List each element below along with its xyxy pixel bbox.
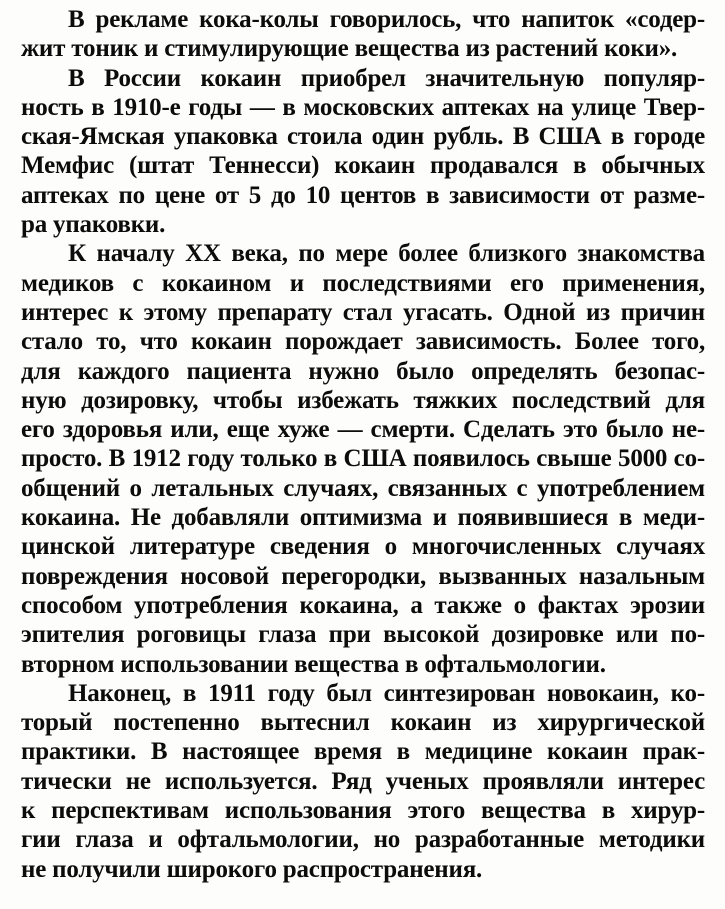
text-line: вторном использовании вещества в офтальмологии. <box>21 650 606 678</box>
text-line: не получили широкого распространения. <box>21 855 483 883</box>
text-line: ская-Ямская упаковка стоила один рубль. В США в городе <box>21 123 705 151</box>
text-line: ра упаковки. <box>21 211 166 239</box>
paragraph <box>21 5 705 64</box>
text-line: В России кокаин приобрел значительную популяр- <box>68 64 705 92</box>
text-line: торый постепенно вытеснил кокаин из хирургической <box>21 709 705 737</box>
text-line: для каждого пациента нужно было определять безопас- <box>21 357 705 385</box>
text-line: цинской литературе сведения о многочисленных случаях <box>21 533 705 561</box>
paragraph <box>21 64 705 240</box>
text-line: к перспективам использования этого вещества в хирур- <box>21 797 705 825</box>
text-line: эпителия роговицы глаза при высокой дозировке или по- <box>21 621 705 649</box>
text-line: В рекламе кока-колы говорилось, что напиток «содер- <box>68 6 705 33</box>
text-line: практики. В настоящее время в медицине кокаин прак- <box>21 738 705 766</box>
text-line: жит тоник и стимулирующие вещества из растений коки». <box>21 35 678 63</box>
paragraph <box>21 239 705 678</box>
text-line: Мемфис (штат Теннесси) кокаин продавался в обычных <box>21 152 705 180</box>
text-line: ность в 1910-е годы — в московских аптеках на улице Твер- <box>21 93 705 121</box>
text-line: просто. В 1912 году только в США появилось свыше 5000 со- <box>21 445 705 473</box>
text-line: стало то, что кокаин порождает зависимость. Более того, <box>21 328 705 356</box>
paragraph <box>21 679 705 884</box>
text-line: общений о летальных случаях, связанных с употреблением <box>21 474 705 502</box>
text-line: тически не используется. Ряд ученых проявляли интерес <box>21 767 705 795</box>
text-line: его здоровья или, еще хуже — смерти. Сделать это было не- <box>21 416 705 444</box>
text-line: медиков с кокаином и последствиями его применения, <box>21 269 705 297</box>
text-line: аптеках по цене от 5 до 10 центов в зависимости от разме- <box>21 181 705 209</box>
text-line: Наконец, в 1911 году был синтезирован новокаин, ко- <box>68 679 705 707</box>
page-text <box>21 5 705 884</box>
text-line: ную дозировку, чтобы избежать тяжких последствий для <box>21 386 705 414</box>
text-line: интерес к этому препарату стал угасать. Одной из причин <box>21 298 705 326</box>
text-line: кокаина. Не добавляли оптимизма и появившиеся в меди- <box>21 504 705 532</box>
text-line: К началу XX века, по мере более близкого знакомства <box>68 240 705 268</box>
text-line: способом употребления кокаина, а также о фактах эрозии <box>21 591 705 619</box>
text-line: гии глаза и офтальмологии, но разработанные методики <box>21 826 705 854</box>
text-line: повреждения носовой перегородки, вызванных назальным <box>21 562 705 590</box>
